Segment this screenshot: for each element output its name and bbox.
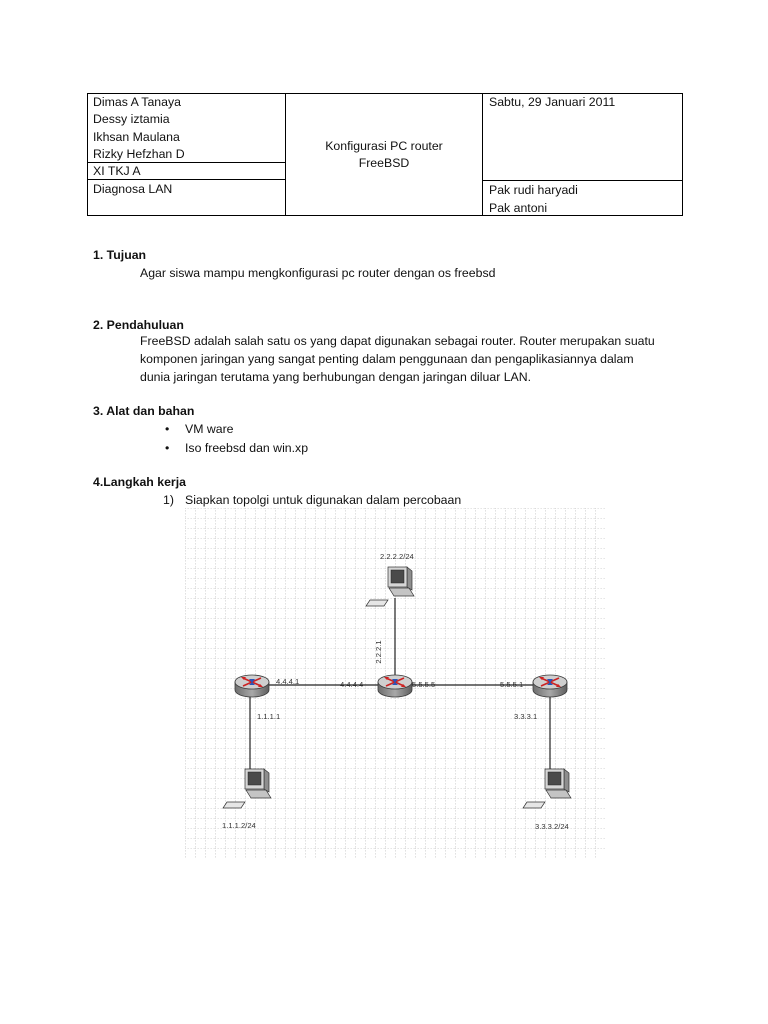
list-item: • VM ware [185, 420, 308, 439]
subject-cell [88, 180, 285, 215]
right-router-icon [533, 675, 567, 697]
document-title-line2: FreeBSD [358, 155, 410, 170]
section-heading-langkah: 4.Langkah kerja [93, 475, 186, 489]
class-label: XI TKJ A [93, 164, 141, 178]
members-cell [88, 94, 285, 162]
network-topology-diagram [185, 508, 605, 858]
left-router-right-address-label: 4.4.4.1 [276, 677, 300, 686]
section-heading-pendahuluan: 2. Pendahuluan [93, 318, 184, 332]
right-router-down-address-label: 3.3.3.1 [514, 712, 538, 721]
member-name: Ikhsan Maulana [93, 129, 180, 144]
paragraph-line: FreeBSD adalah salah satu os yang dapat digunakan sebagai router. Router merupakan suatu [140, 334, 655, 348]
teacher-name: Pak rudi haryadi [489, 183, 578, 197]
member-name: Rizky Hefzhan D [93, 146, 185, 161]
step-text: Siapkan topolgi untuk digunakan dalam percobaan [185, 493, 462, 507]
tujuan-text: Agar siswa mampu mengkonfigurasi pc router dengan os freebsd [140, 266, 496, 280]
paragraph-line: dunia jaringan terutama yang berhubungan dengan jaringan diluar LAN. [140, 370, 532, 384]
header-table [87, 93, 683, 216]
subject-label: Diagnosa LAN [93, 182, 173, 196]
middle-router-right-address-label: 5.5.5.5 [412, 680, 436, 689]
right-pc-address-label: 3.3.3.2/24 [535, 822, 569, 831]
list-item: • Iso freebsd dan win.xp [185, 439, 308, 458]
member-name: Dessy iztamia [93, 112, 170, 127]
step-number: 1) [163, 493, 174, 507]
middle-router-up-address-label: 2.2.2.1 [374, 640, 383, 664]
section-heading-alat: 3. Alat dan bahan [93, 404, 195, 418]
section-heading-tujuan: 1. Tujuan [93, 248, 147, 262]
left-pc-address-label: 1.1.1.2/24 [222, 821, 256, 830]
class-cell [88, 162, 285, 180]
date-cell [483, 94, 682, 180]
title-cell [285, 94, 483, 215]
left-router-icon [235, 675, 269, 697]
middle-router-left-address-label: 4.4.4.4 [340, 680, 364, 689]
teachers-cell [483, 180, 682, 215]
middle-router-icon [378, 675, 412, 697]
date-label: Sabtu, 29 Januari 2011 [489, 95, 616, 109]
member-name: Dimas A Tanaya [93, 95, 181, 109]
pendahuluan-paragraph [140, 332, 655, 386]
document-title-line1: Konfigurasi PC router [325, 138, 443, 153]
left-router-down-address-label: 1.1.1.1 [257, 712, 281, 721]
top-pc-address-label: 2.2.2.2/24 [380, 552, 414, 561]
right-router-left-address-label: 5.5.5.1 [500, 680, 524, 689]
teacher-name: Pak antoni [489, 201, 548, 215]
alat-bullet-list [185, 420, 308, 457]
paragraph-line: komponen jaringan yang sangat penting dalam penggunaan dan pengaplikasiannya dalam [140, 352, 634, 366]
